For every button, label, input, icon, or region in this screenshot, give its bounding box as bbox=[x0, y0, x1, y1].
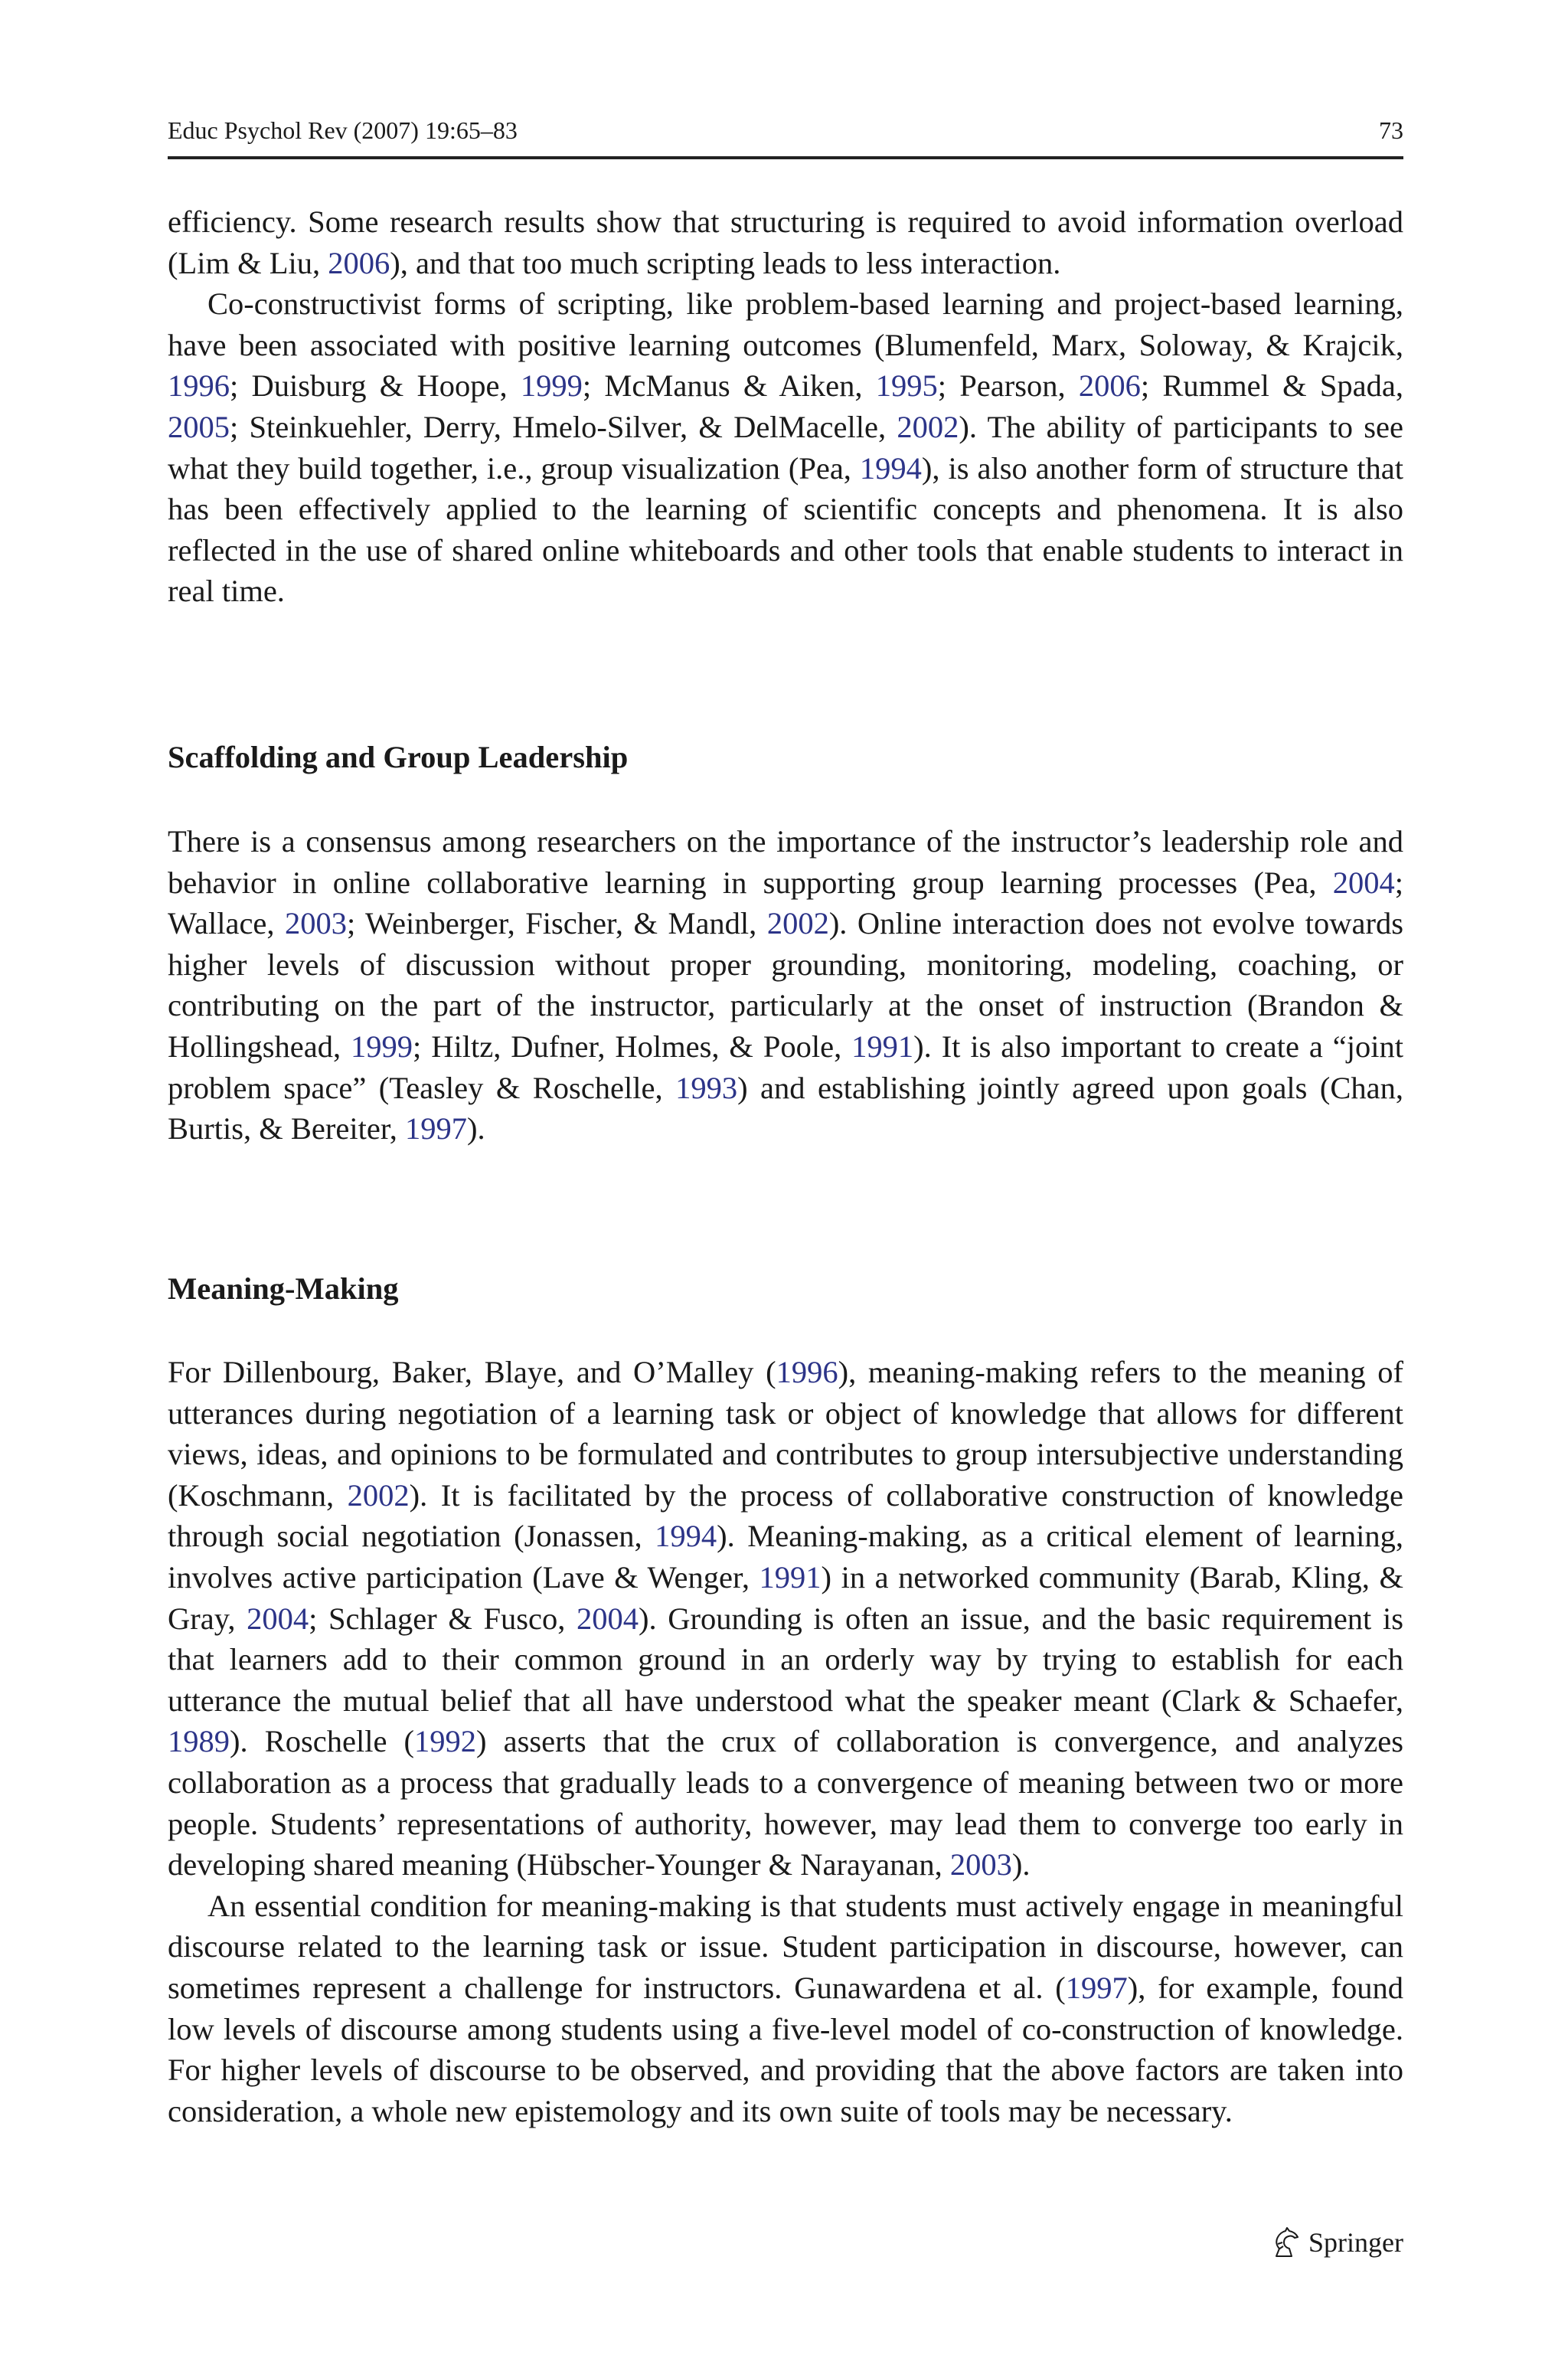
section-heading: Meaning-Making bbox=[168, 1271, 399, 1306]
citation-link[interactable]: 1991 bbox=[759, 1559, 822, 1595]
citation-link[interactable]: 2006 bbox=[328, 245, 390, 280]
citation-link[interactable]: 1994 bbox=[859, 450, 922, 486]
paragraph: efficiency. Some research results show that structuring is required to avoid information overload (Lim & Liu, 2006), and that too much scripting leads to less interaction. bbox=[168, 204, 1403, 280]
journal-citation: Educ Psychol Rev (2007) 19:65–83 bbox=[168, 116, 518, 144]
meaning-making-section bbox=[168, 1352, 1403, 2131]
paragraph: An essential condition for meaning-making is that students must actively engage in meaningful discourse related to the learning task or issue. Student participation in discourse, however, can sometimes represent a challenge for instructors. Gunawardena et al. (1997), for example, found low levels of discourse among students using a five-level model of co-construction of knowledge. For higher levels of discourse to be observed, and providing that the above factors are taken into consideration, a whole new epistemology and its own suite of tools may be necessary. bbox=[168, 1888, 1404, 2128]
citation-link[interactable]: 2006 bbox=[1078, 368, 1141, 404]
citation-link[interactable]: 2002 bbox=[897, 409, 959, 444]
citation-link[interactable]: 2005 bbox=[168, 409, 230, 444]
citation-link[interactable]: 2004 bbox=[577, 1601, 639, 1636]
citation-link[interactable]: 2003 bbox=[285, 906, 348, 941]
citation-link[interactable]: 2004 bbox=[247, 1601, 309, 1636]
citation-link[interactable]: 1999 bbox=[520, 368, 583, 404]
citation-link[interactable]: 2003 bbox=[949, 1847, 1012, 1882]
citation-link[interactable]: 1999 bbox=[351, 1029, 413, 1064]
citation-link[interactable]: 1997 bbox=[404, 1111, 467, 1146]
citation-link[interactable]: 1989 bbox=[168, 1724, 230, 1759]
paragraph: For Dillenbourg, Baker, Blaye, and O’Malley (1996), meaning-making refers to the meaning of utterances during negotiation of a learning task or object of knowledge that allows for different views, ideas, and opinions to be formulated and contributes to group intersubjective understanding (Koschmann, 2002). It is facilitated by the process of collaborative construction of knowledge through social negotiation (Jonassen, 1994). Meaning-making, as a critical element of learning, involves active participation (Lave & Wenger, 1991) in a networked community (Barab, Kling, & Gray, 2004; Schlager & Fusco, 2004). Grounding is often an issue, and the basic requirement is that learners add to their common ground in an orderly way by trying to establish for each utterance the mutual belief that all have understood what the speaker meant (Clark & Schaefer, 1989). Roschelle (1992) asserts that the crux of collaboration is convergence, and analyzes collaboration as a process that gradually leads to a convergence of meaning between two or more people. Students’ representations of authority, however, may lead them to converge too early in developing shared meaning (Hübscher-Younger & Narayanan, 2003). bbox=[168, 1355, 1404, 1882]
citation-link[interactable]: 2002 bbox=[347, 1477, 410, 1513]
citation-link[interactable]: 1997 bbox=[1065, 1970, 1128, 2005]
citation-link[interactable]: 1994 bbox=[655, 1519, 717, 1554]
citation-link[interactable]: 1995 bbox=[875, 368, 938, 404]
citation-link[interactable]: 1996 bbox=[776, 1355, 838, 1389]
scaffolding-section bbox=[168, 821, 1403, 1150]
paragraph: Co-constructivist forms of scripting, like problem-based learning and project-based learning, have been associated with positive learning outcomes (Blumenfeld, Marx, Soloway, & Krajcik, 1996; Duisburg & Hoope, 1999; McManus & Aiken, 1995; Pearson, 2006; Rummel & Spada, 2005; Steinkuehler, Derry, Hmelo-Silver, & DelMacelle, 2002). The ability of participants to see what they build together, i.e., group visualization (Pea, 1994), is also another form of structure that has been effectively applied to the learning of scientific concepts and phenomena. It is also reflected in the use of shared online whiteboards and other tools that enable students to interact in real time. bbox=[168, 286, 1403, 609]
publisher-name: Springer bbox=[1308, 2227, 1403, 2258]
running-header bbox=[168, 115, 1403, 159]
page-number: 73 bbox=[1379, 116, 1403, 144]
springer-horse-icon bbox=[1272, 2227, 1301, 2258]
citation-link[interactable]: 2002 bbox=[766, 906, 829, 941]
citation-link[interactable]: 1992 bbox=[414, 1724, 477, 1759]
paragraph: There is a consensus among researchers on the importance of the instructor’s leadership role and behavior in online collaborative learning in supporting group learning processes (Pea, 2004; Wallace, 2003; Weinberger, Fischer, & Mandl, 2002). Online interaction does not evolve towards higher levels of discussion without proper grounding, monitoring, modeling, coaching, or contributing on the part of the instructor, particularly at the onset of instruction (Brandon & Hollingshead, 1999; Hiltz, Dufner, Holmes, & Poole, 1991). It is also important to create a “joint problem space” (Teasley & Roschelle, 1993) and establishing jointly agreed upon goals (Chan, Burtis, & Bereiter, 1997). bbox=[168, 824, 1404, 1146]
citation-link[interactable]: 2004 bbox=[1332, 865, 1395, 900]
section-heading: Scaffolding and Group Leadership bbox=[168, 740, 629, 774]
citation-link[interactable]: 1993 bbox=[675, 1070, 738, 1105]
citation-link[interactable]: 1996 bbox=[168, 368, 230, 404]
intro-section bbox=[168, 201, 1403, 612]
publisher-logo bbox=[1272, 2226, 1403, 2259]
citation-link[interactable]: 1991 bbox=[851, 1029, 914, 1064]
